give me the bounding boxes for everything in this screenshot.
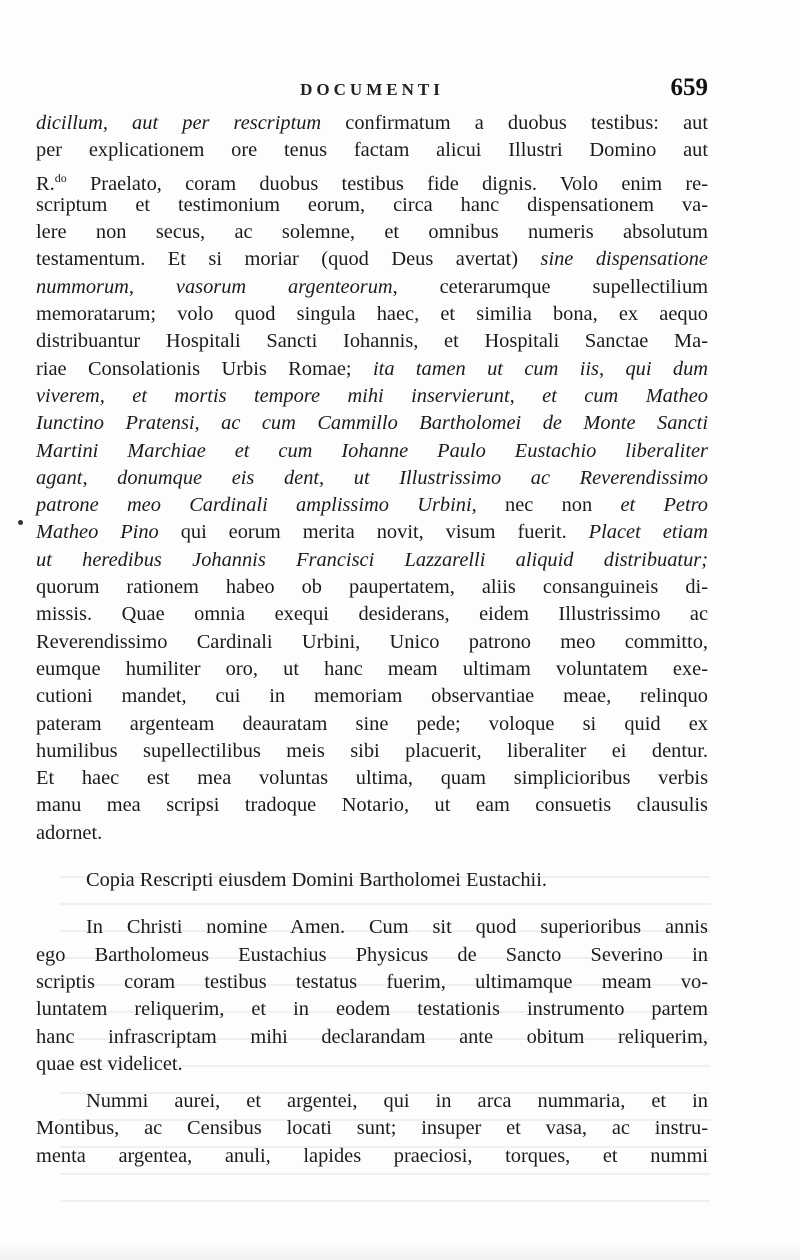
text-span: , ceterarumque supellectilium [392, 275, 709, 298]
text-line [36, 492, 708, 519]
text-line: scriptum et testimonium eorum, circa hanc dispensationem va- [36, 193, 708, 216]
italic-span: ut heredibus Johannis Francisci Lazzarelli aliquid distribuatur; [36, 548, 708, 571]
text-line [36, 356, 708, 383]
text-line [36, 383, 708, 410]
text-line: humilibus supellectilibus meis sibi placuerit, liberaliter ei dentur. [36, 739, 708, 762]
text-line [36, 465, 708, 492]
paragraph-will-text [36, 110, 708, 847]
text-span: testamentum. Et si moriar (quod Deus avertat) [36, 248, 541, 271]
abbreviation: R. [36, 172, 55, 195]
text-line: per explicationem ore tenus factam alicui Illustri Domino aut [36, 139, 708, 162]
text-line: luntatem reliquerim, et in eodem testationis instrumento partem [36, 998, 708, 1021]
margin-dot [18, 520, 23, 525]
text-line: scriptis coram testibus testatus fuerim, ultimamque meam vo- [36, 970, 708, 993]
spacer [36, 894, 708, 914]
text-line: missis. Quae omnia exequi desiderans, eidem Illustrissimo ac [36, 603, 708, 626]
page-number: 659 [670, 74, 708, 101]
italic-span: Iunctino Pratensi, ac cum Cammillo Bartholomei de Monte Sancti [36, 412, 708, 435]
italic-span: Matheo Pino [36, 521, 159, 544]
text-line [36, 246, 708, 273]
text-line: cutioni mandet, cui in memoriam observantiae meae, relinquo [36, 685, 708, 708]
italic-span: agant, donumque eis dent, ut Illustrissimo ac Reverendissimo [36, 466, 708, 489]
text-span: Praelato, coram duobus testibus fide dignis. Volo enim re- [66, 172, 708, 195]
italic-span: viverem, et mortis tempore mihi inservierunt, et cum Matheo [36, 384, 708, 407]
text-line: eumque humiliter oro, ut hanc meam ultimam voluntatem exe- [36, 657, 708, 680]
text-line: manu mea scripsi tradoque Notario, ut eam consuetis clausulis [36, 794, 708, 817]
text-line: pateram argenteam deauratam sine pede; voloque si quid ex [36, 712, 708, 735]
italic-span: ita tamen ut cum iis, qui dum [372, 357, 709, 380]
italic-span: et Petro [620, 494, 708, 517]
text-line: ego Bartholomeus Eustachius Physicus de Sancto Severino in [36, 943, 708, 966]
page-bottom-edge [0, 1242, 800, 1260]
text-line: memoratarum; volo quod singula haec, et similia bona, ex aequo [36, 303, 708, 326]
text-line: Reverendissimo Cardinali Urbini, Unico patrono meo committo, [36, 630, 708, 653]
text-span: qui eorum merita novit, visum fuerit. [158, 521, 589, 544]
text-line: hanc infrascriptam mihi declarandam ante obitum reliquerim, [36, 1025, 708, 1048]
page-header [36, 74, 708, 108]
text-line: In Christi nomine Amen. Cum sit quod superioribus annis [86, 916, 708, 939]
text-line [36, 438, 708, 465]
text-line: quae est videlicet. [36, 1052, 183, 1075]
text-line: Et haec est mea voluntas ultima, quam simplicioribus verbis [36, 767, 708, 790]
text-span: , nec non [471, 494, 621, 517]
paragraph-nummi [36, 1088, 708, 1170]
italic-span: Placet etiam [588, 521, 708, 544]
italic-span: dicillum, aut per rescriptum [36, 112, 322, 134]
text-line: Montibus, ac Censibus locati sunt; insuper et vasa, ac instru- [36, 1117, 708, 1140]
text-line: Nummi aurei, et argentei, qui in arca nummaria, et in [86, 1090, 708, 1113]
superscript: do [54, 170, 67, 185]
italic-span: nummorum, vasorum argenteorum [36, 275, 393, 298]
text-line: distribuantur Hospitali Sancti Iohannis, et Hospitali Sanctae Ma- [36, 330, 708, 353]
text-line [36, 410, 708, 437]
running-head: DOCUMENTI [300, 80, 444, 99]
text-line [36, 110, 708, 137]
text-line: adornet. [36, 821, 103, 844]
spacer [36, 847, 708, 867]
italic-span: Martini Marchiae et cum Iohanne Paulo Eustachio liberaliter [36, 439, 708, 462]
text-span: confirmatum a duobus testibus: aut [321, 112, 708, 134]
text-line [36, 519, 708, 546]
text-line: quorum rationem habeo ob paupertatem, aliis consanguineis di- [36, 576, 708, 599]
text-line: menta argentea, anuli, lapides praeciosi, torques, et nummi [36, 1144, 708, 1167]
body-text [36, 110, 708, 1170]
italic-span: patrone meo Cardinali amplissimo Urbini [36, 494, 472, 517]
text-line: lere non secus, ac solemne, et omnibus numeris absolutum [36, 221, 708, 244]
paragraph-rescript [36, 914, 708, 1078]
section-heading: Copia Rescripti eiusdem Domini Bartholomei Eustachii. [86, 869, 547, 892]
spacer [36, 1078, 708, 1088]
text-line [36, 274, 708, 301]
text-line [36, 165, 708, 195]
text-span: riae Consolationis Urbis Romae; [36, 357, 373, 380]
text-line [36, 547, 708, 574]
italic-span: sine dispensatione [540, 248, 708, 271]
